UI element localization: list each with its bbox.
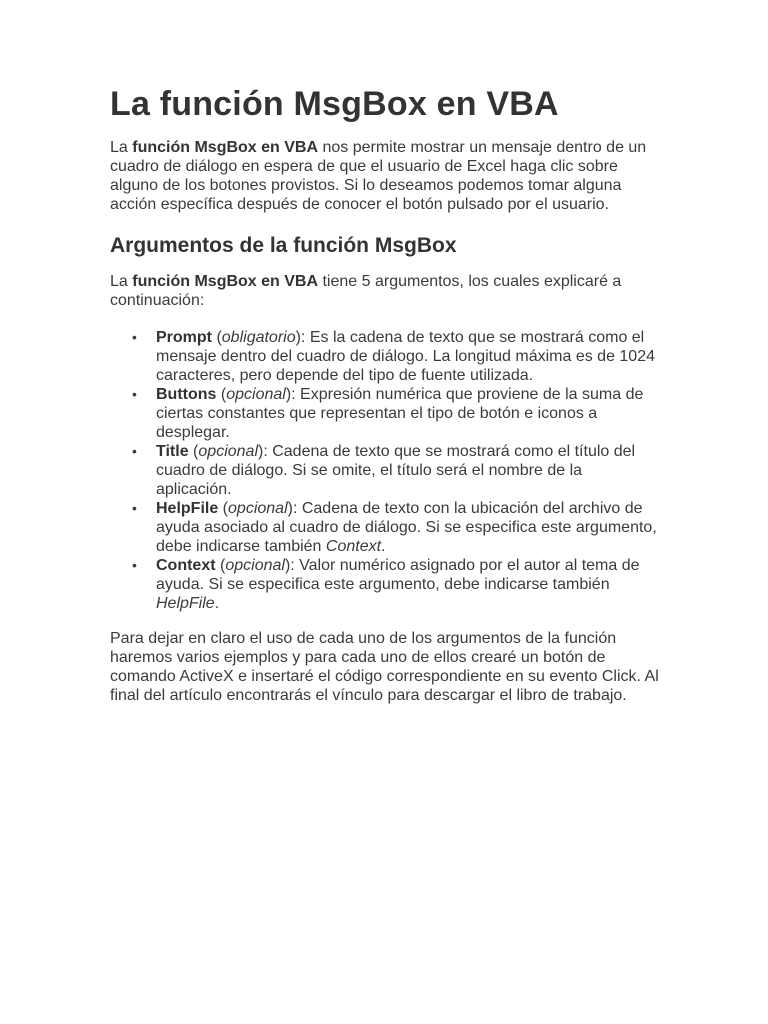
document-page <box>110 82 660 705</box>
argument-name: Title <box>156 443 189 460</box>
list-item <box>110 499 660 556</box>
argument-reference: HelpFile <box>156 595 215 612</box>
list-item <box>110 385 660 442</box>
argument-name: HelpFile <box>156 500 219 517</box>
argument-open: ( <box>212 329 222 346</box>
argument-open: ( <box>188 443 199 460</box>
argument-requirement: opcional <box>198 443 258 460</box>
args-intro-pre: La <box>110 273 133 290</box>
argument-requirement: obligatorio <box>221 329 296 346</box>
argument-description: ): Expresión numérica que proviene de la suma de ciertas constantes que representan el tipo de botón e iconos a desplegar. <box>156 386 644 441</box>
argument-description: ): Es la cadena de texto que se mostrará como el mensaje dentro del cuadro de diálogo. La longitud máxima es de 1024 caracteres, pero depende del tipo de fuente utilizada. <box>156 329 655 384</box>
argument-reference: Context <box>325 538 382 555</box>
argument-requirement: opcional <box>225 557 285 574</box>
page-title: La función MsgBox en VBA <box>110 85 559 123</box>
closing-paragraph: Para dejar en claro el uso de cada uno de los argumentos de la función haremos varios ejemplos y para cada uno de ellos crearé un botón de comando ActiveX e insertaré el código correspondiente en su evento Click. Al final del artículo encontrarás el vínculo para descargar el libro de trabajo. <box>110 630 659 704</box>
argument-open: ( <box>215 557 226 574</box>
argument-open: ( <box>216 386 227 403</box>
intro-post: nos permite mostrar un mensaje dentro de un cuadro de diálogo en espera de que el usuario de Excel haga clic sobre alguno de los botones provistos. Si lo deseamos podemos tomar alguna acción específica después de conocer el botón pulsado por el usuario. <box>110 139 647 213</box>
bullet-icon: • <box>132 500 137 516</box>
args-intro-paragraph <box>110 272 660 310</box>
args-intro-post: tiene 5 argumentos, los cuales explicaré a continuación: <box>110 273 622 309</box>
list-item <box>110 556 660 613</box>
bullet-icon: • <box>132 329 137 345</box>
argument-name: Prompt <box>156 329 212 346</box>
argument-open: ( <box>218 500 229 517</box>
section-heading: Argumentos de la función MsgBox <box>110 234 457 257</box>
argument-end: . <box>381 538 386 555</box>
argument-name: Context <box>156 557 216 574</box>
argument-requirement: opcional <box>226 386 286 403</box>
intro-bold: función MsgBox en VBA <box>132 139 319 156</box>
argument-name: Buttons <box>156 386 217 403</box>
intro-pre: La <box>110 139 133 156</box>
argument-requirement: opcional <box>228 500 288 517</box>
argument-description: ): Cadena de texto con la ubicación del archivo de ayuda asociado al cuadro de diálogo. Si se especifica este argumento, debe indicarse también <box>156 500 657 555</box>
arguments-list <box>110 328 660 613</box>
argument-description: ): Valor numérico asignado por el autor al tema de ayuda. Si se especifica este argumento, debe indicarse también <box>156 557 640 593</box>
bullet-icon: • <box>132 386 137 402</box>
intro-paragraph <box>110 138 660 214</box>
argument-description: ): Cadena de texto que se mostrará como el título del cuadro de diálogo. Si se omite, el título será el nombre de la aplicación. <box>156 443 636 498</box>
args-intro-bold: función MsgBox en VBA <box>132 273 319 290</box>
bullet-icon: • <box>132 557 137 573</box>
list-item <box>110 328 660 385</box>
list-item <box>110 442 660 499</box>
bullet-icon: • <box>132 443 137 459</box>
argument-end: . <box>214 595 220 612</box>
